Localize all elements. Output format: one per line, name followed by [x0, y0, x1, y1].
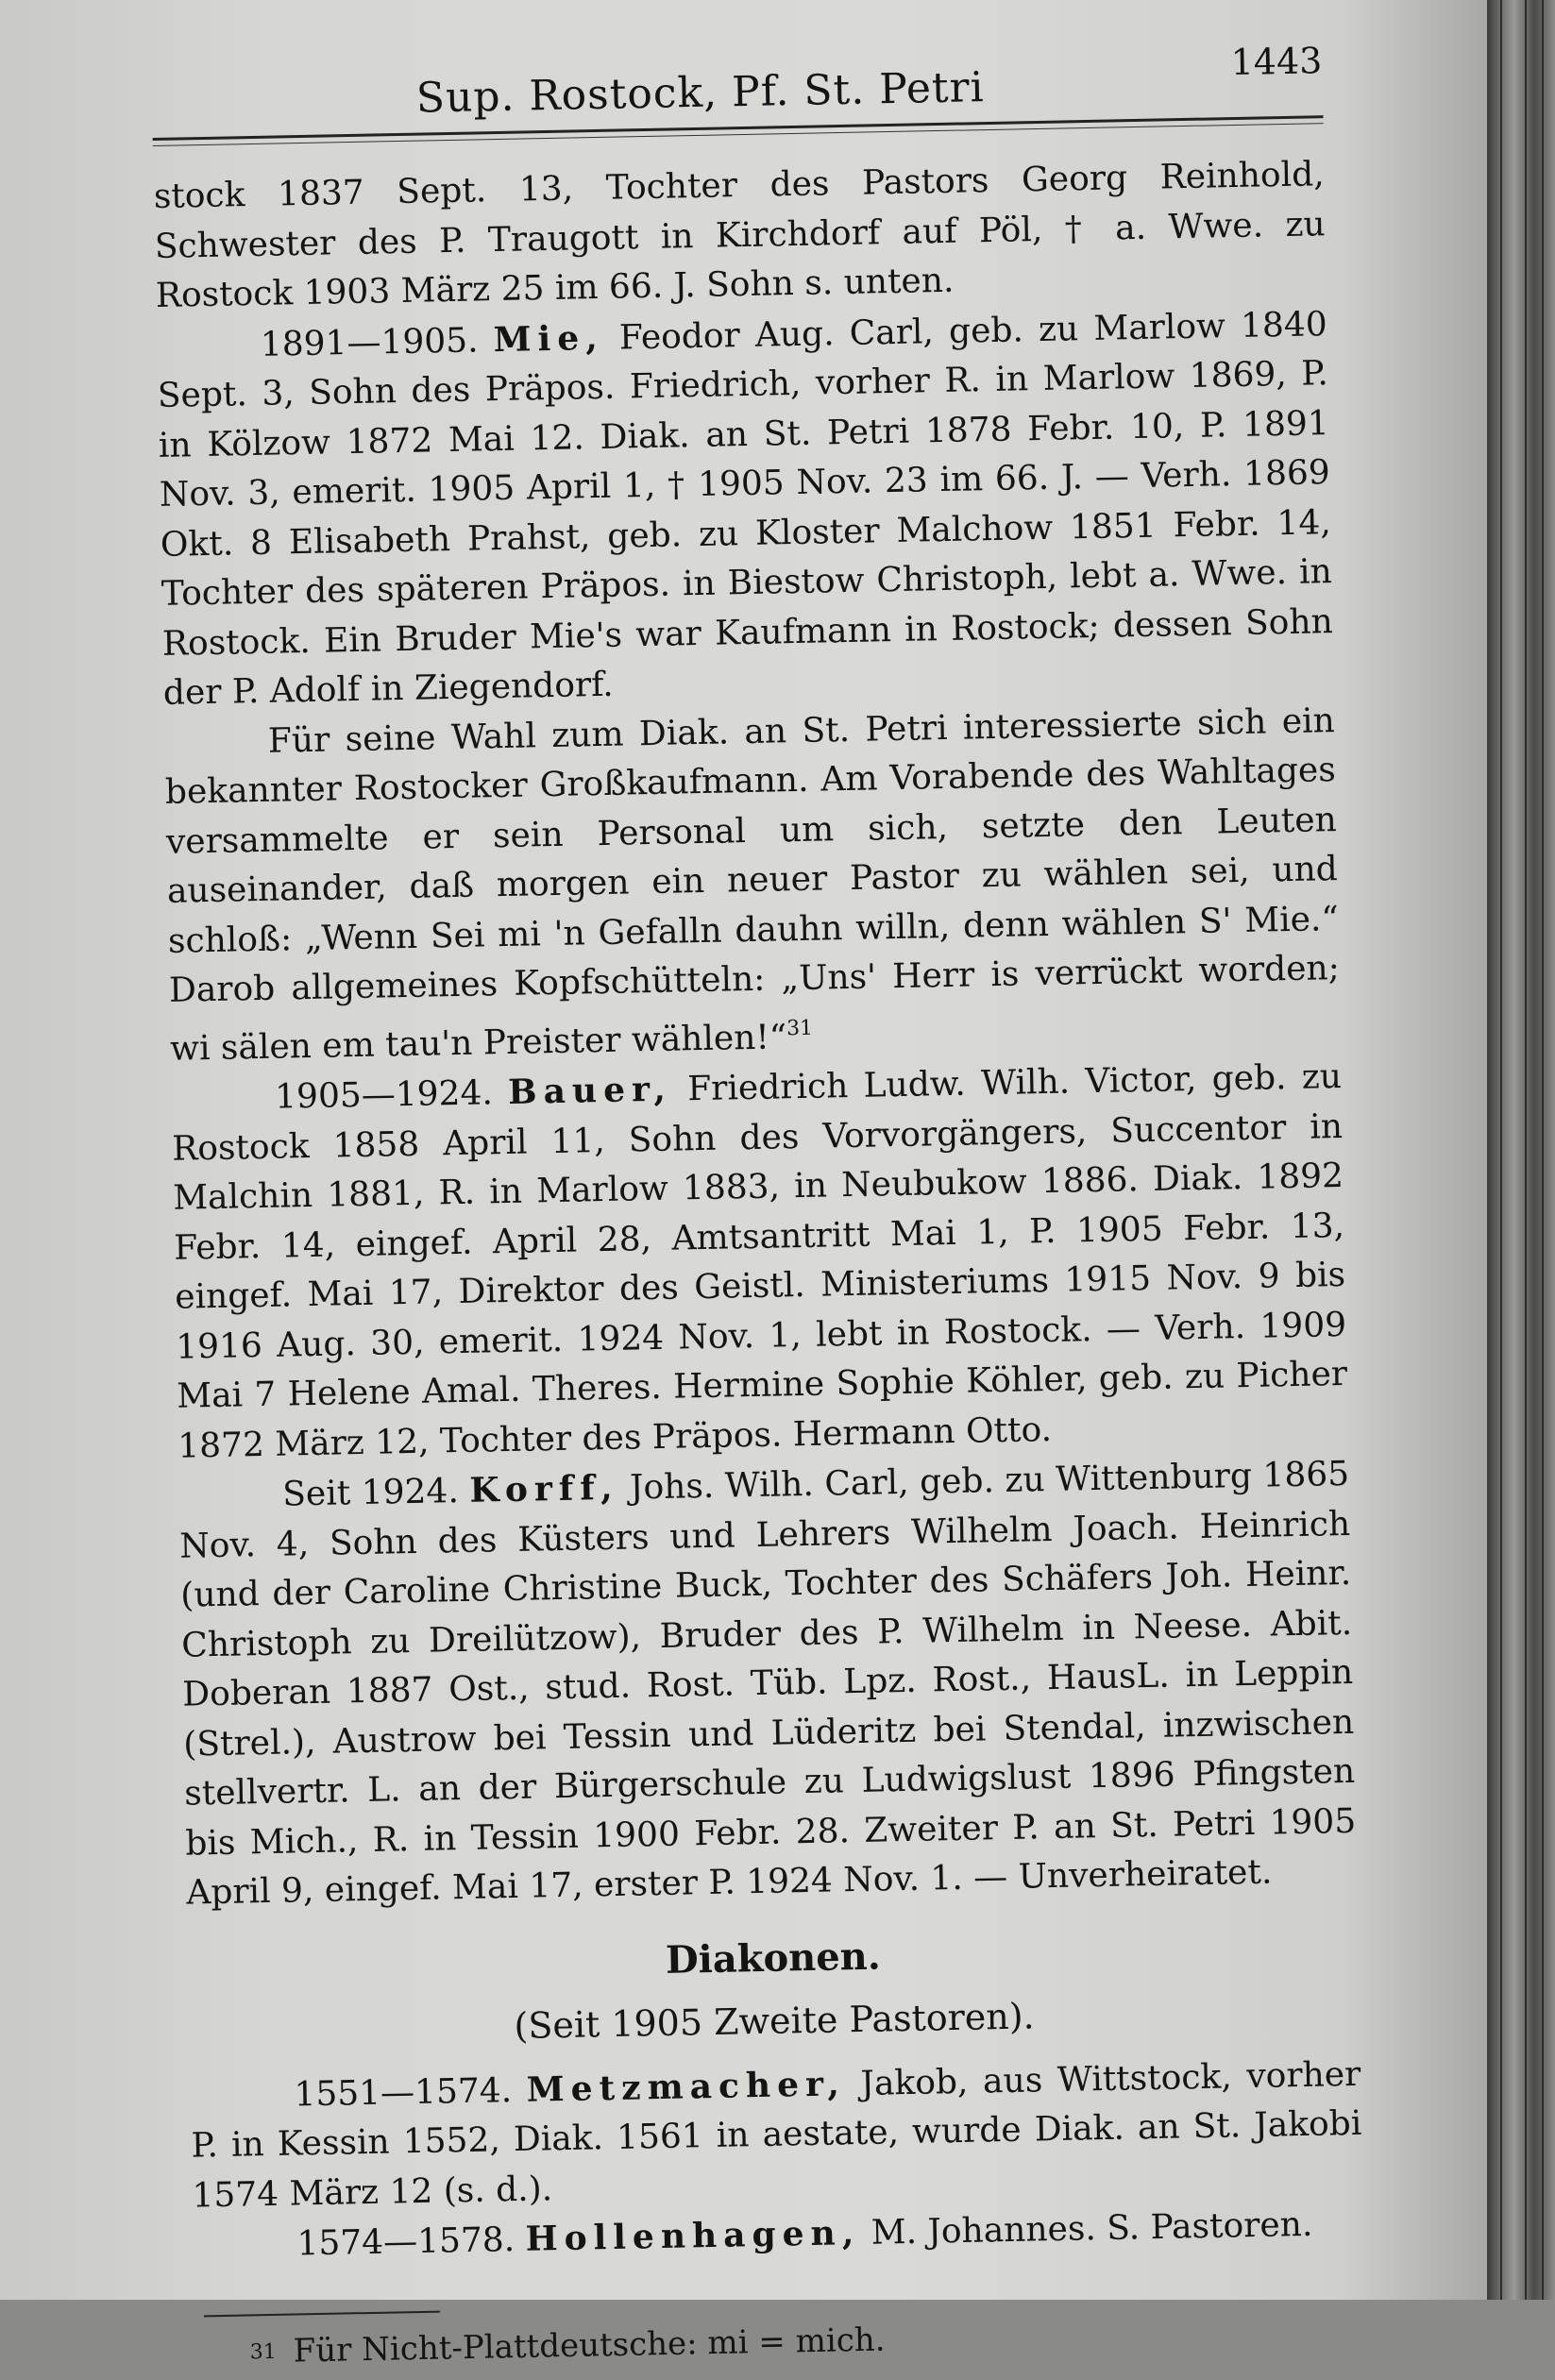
text-block [151, 34, 1366, 2380]
entry-years: 1891—1905. [260, 320, 479, 364]
entry-name: Mie, [493, 317, 605, 360]
entry-text: M. Johannes. S. Pastoren. [870, 2204, 1313, 2253]
deacon-entry-metzmacher [190, 2049, 1363, 2220]
section-title: Diakonen. [665, 1933, 882, 1983]
paragraph-continuation: stock 1837 Sept. 13, Tochter des Pastors Georg Reinhold, Schwester des P. Traugott in Kirchdorf auf Pöl, † a. Wwe. zu Rostock 1903 März 25 im 66. J. Sohn s. unten. [153, 155, 1327, 315]
pastor-entry-korff [178, 1449, 1358, 1918]
section-subtitle: (Seit 1905 Zweite Pastoren). [514, 1994, 1036, 2047]
entry-text: Johs. Wilh. Carl, geb. zu Wittenburg 1865 Nov. 4, Sohn des Küsters und Lehrers Wilhelm Joach. Heinrich (und der Caroline Christine Buck, Tochter des Schäfers Joh. Heinr. Christoph zu Dreilützow), Bruder des P. Wilhelm in Neese. Abit. Doberan 1887 Ost., stud. Rost. Tüb. Lpz. Rost., HausL. in Leppin (Strel.), Austrow bei Tessin und Lüderitz bei Stendal, inzwischen stellvertr. L. an der Bürgerschule zu Ludwigslust 1896 Pfingsten bis Mich., R. in Tessin 1900 Febr. 28. Zweiter P. an St. Petri 1905 April 9, eingef. Mai 17, erster P. 1924 Nov. 1. — Unverheiratet. [178, 1454, 1357, 1913]
footnote-text: Für Nicht-Plattdeutsche: mi = mich. [293, 2321, 886, 2371]
entry-name: Bauer, [507, 1069, 673, 1112]
footnote-number: 31 [249, 2339, 277, 2364]
entry-years: 1551—1574. [294, 2070, 513, 2114]
entry-years: Seit 1924. [281, 1472, 460, 1514]
page-number: 1443 [1230, 40, 1323, 84]
pastor-entry-bauer [171, 1052, 1349, 1472]
pastor-entry-mie [156, 299, 1334, 719]
entry-text: Feodor Aug. Carl, geb. zu Marlow 1840 Sept. 3, Sohn des Präpos. Friedrich, vorher R. in Marlow 1869, P. in Kölzow 1872 Mai 12. Diak. an St. Petri 1878 Febr. 10, P. 1891 Nov. 3, emerit. 1905 April 1, † 1905 Nov. 23 im 66. J. — Verh. 1869 Okt. 8 Elisabeth Prahst, geb. zu Kloster Malchow 1851 Febr. 14, Tochter des späteren Präpos. in Biestow Christoph, lebt a. Wwe. in Rostock. Ein Bruder Mie's war Kaufmann in Rostock; dessen Sohn der P. Adolf in Ziegendorf. [157, 304, 1334, 713]
footnote-rule [204, 2310, 440, 2317]
entry-name: Hollenhagen, [525, 2213, 861, 2259]
entry-name: Korff, [468, 1467, 619, 1511]
footnote [194, 2304, 1366, 2380]
entry-years: 1905—1924. [274, 1073, 494, 1117]
entry-text: Friedrich Ludw. Wilh. Victor, geb. zu Rostock 1858 April 11, Sohn des Vorvorgängers, Succentor in Malchin 1881, R. in Marlow 1883, in Neubukow 1886. Diak. 1892 Febr. 14, eingef. April 28, Amtsantritt Mai 1, P. 1905 Febr. 13, eingef. Mai 17, Direktor des Geistl. Ministeriums 1915 Nov. 9 bis 1916 Aug. 30, emerit. 1924 Nov. 1, lebt in Rostock. — Verh. 1909 Mai 7 Helene Amal. Theres. Hermine Sophie Köhler, geb. zu Picher 1872 März 12, Tochter des Präpos. Hermann Otto. [171, 1056, 1348, 1466]
anecdote-paragraph [163, 697, 1341, 1074]
page-header [151, 34, 1323, 138]
anecdote-text: Für seine Wahl zum Diak. an St. Petri interessierte sich ein bekannter Rostocker Großkaufmann. Am Vorabende des Wahltages versammelte er sein Personal um sich, setzte den Leuten auseinander, daß morgen ein neuer Pastor zu wählen sei, und schloß: „Wenn Sei mi 'n Gefalln dauhn willn, denn wählen S' Mie.“ Darob allgemeines Kopfschütteln: „Uns' Herr is verrückt worden; wi sälen em tau'n Preister wählen!“ [164, 700, 1341, 1069]
entry-years: 1574—1578. [296, 2220, 516, 2264]
book-binding-edge [1487, 0, 1555, 2300]
entry-text: Jakob, aus Wittstock, vorher P. in Kessin 1552, Diak. 1561 in aestate, wurde Diak. an St. Jakobi 1574 März 12 (s. d.). [191, 2054, 1362, 2216]
running-title: Sup. Rostock, Pf. St. Petri [415, 63, 986, 123]
entry-name: Metzmacher, [526, 2063, 847, 2110]
footnote-reference: 31 [786, 1016, 814, 1040]
